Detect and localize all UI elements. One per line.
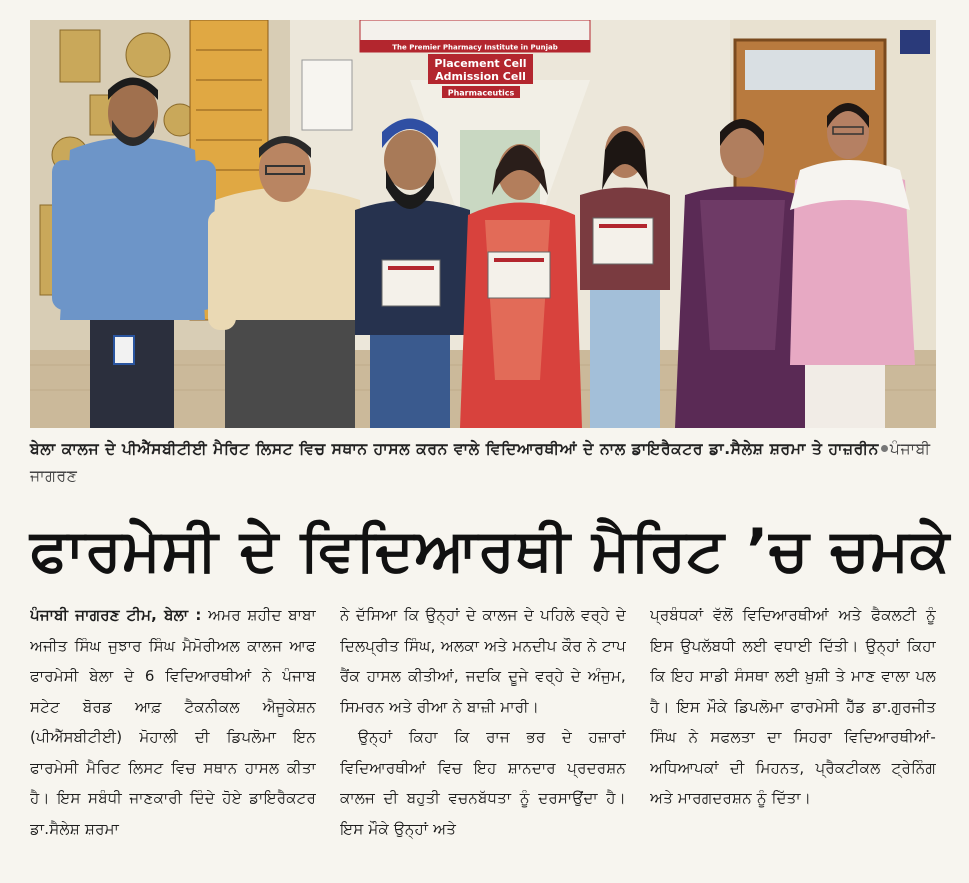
pharmaceutics-sign: Pharmaceutics	[447, 88, 515, 98]
column-2-paragraph-1: ਨੇ ਦੱਸਿਆ ਕਿ ਉਨ੍ਹਾਂ ਦੇ ਕਾਲਜ ਦੇ ਪਹਿਲੇ ਵਰ੍ਹੇ ਦੇ ਦਿਲਪ੍ਰੀਤ ਸਿੰਘ, ਅਲਕਾ ਅਤੇ ਮਨਦੀਪ ਕੌਰ ਨੇ ਟਾਪ ਰੈਂਕ ਹਾਸਲ ਕੀਤੀਆਂ, ਜਦਕਿ ਦੂਜੇ ਵਰ੍ਹੇ ਦੇ ਅੰਜੁਮ, ਸਿਮਰਨ ਅਤੇ ਰੀਆ ਨੇ ਬਾਜ਼ੀ ਮਾਰੀ।	[340, 606, 626, 716]
dateline: ਪੰਜਾਬੀ ਜਾਗਰਣ ਟੀਮ, ਬੇਲਾ :	[30, 606, 202, 624]
banner-top-text: The Premier Pharmacy Institute in Punjab	[392, 43, 558, 52]
column-3-text: ਪ੍ਰਬੰਧਕਾਂ ਵੱਲੋਂ ਵਿਦਿਆਰਥੀਆਂ ਅਤੇ ਫੈਕਲਟੀ ਨੂੰ ਇਸ ਉਪਲੱਬਧੀ ਲਈ ਵਧਾਈ ਦਿੱਤੀ। ਉਨ੍ਹਾਂ ਕਿਹਾ ਕਿ ਇਹ ਸਾਡੀ ਸੰਸਥਾ ਲਈ ਖ਼ੁਸ਼ੀ ਤੇ ਮਾਣ ਵਾਲਾ ਪਲ ਹੈ। ਇਸ ਮੌਕੇ ਡਿਪਲੋਮਾ ਫਾਰਮੇਸੀ ਹੈੱਡ ਡਾ.ਗੁਰਜੀਤ ਸਿੰਘ ਨੇ ਸਫਲਤਾ ਦਾ ਸਿਹਰਾ ਵਿਦਿਆਰਥੀਆਂ-ਅਧਿਆਪਕਾਂ ਦੀ ਮਿਹਨਤ, ਪ੍ਰੈਕਟੀਕਲ ਟ੍ਰੇਨਿੰਗ ਅਤੇ ਮਾਰਗਦਰਸ਼ਨ ਨੂੰ ਦਿੱਤਾ।	[650, 606, 936, 807]
photo-caption	[30, 436, 936, 490]
article-body	[30, 600, 936, 875]
article-column-2	[340, 600, 626, 875]
column-1-text: ਅਮਰ ਸ਼ਹੀਦ ਬਾਬਾ ਅਜੀਤ ਸਿੰਘ ਜੁਝਾਰ ਸਿੰਘ ਮੈਮੋਰੀਅਲ ਕਾਲਜ ਆਫ ਫਾਰਮੇਸੀ ਬੇਲਾ ਦੇ 6 ਵਿਦਿਆਰਥੀਆਂ ਨੇ ਪੰਜਾਬ ਸਟੇਟ ਬੋਰਡ ਆਫ਼ ਟੈਕਨੀਕਲ ਐਜੂਕੇਸ਼ਨ (ਪੀਐੱਸਬੀਟੀਈ) ਮੋਹਾਲੀ ਦੀ ਡਿਪਲੋਮਾ ਇਨ ਫਾਰਮੇਸੀ ਮੈਰਿਟ ਲਿਸਟ ਵਿਚ ਸਥਾਨ ਹਾਸਲ ਕੀਤਾ ਹੈ। ਇਸ ਸਬੰਧੀ ਜਾਣਕਾਰੀ ਦਿੰਦੇ ਹੋਏ ਡਾਇਰੈਕਟਰ ਡਾ.ਸੈਲੇਸ਼ ਸ਼ਰਮਾ	[30, 606, 316, 838]
caption-separator-dot	[881, 445, 888, 452]
caption-credit: ਪੰਜਾਬੀ ਜਾਗਰਣ	[30, 440, 931, 485]
news-photo	[30, 20, 936, 428]
caption-text: ਬੇਲਾ ਕਾਲਜ ਦੇ ਪੀਐੱਸਬੀਟੀਈ ਮੈਰਿਟ ਲਿਸਟ ਵਿਚ ਸਥਾਨ ਹਾਸਲ ਕਰਨ ਵਾਲੇ ਵਿਦਿਆਰਥੀਆਂ ਦੇ ਨਾਲ ਡਾਇਰੈਕਟਰ ਡਾ.ਸੈਲੇਸ਼ ਸ਼ਰਮਾ ਤੇ ਹਾਜ਼ਰੀਨ	[30, 440, 879, 458]
headline: ਫਾਰਮੇਸੀ ਦੇ ਵਿਦਿਆਰਥੀ ਮੈਰਿਟ ’ਚ ਚਮਕੇ	[30, 516, 951, 584]
placement-cell-sign: Placement Cell	[434, 57, 527, 70]
article-column-1	[30, 600, 316, 875]
admission-cell-sign: Admission Cell	[435, 70, 526, 83]
column-2-paragraph-2: ਉਨ੍ਹਾਂ ਕਿਹਾ ਕਿ ਰਾਜ ਭਰ ਦੇ ਹਜ਼ਾਰਾਂ ਵਿਦਿਆਰਥੀਆਂ ਵਿਚ ਇਹ ਸ਼ਾਨਦਾਰ ਪ੍ਰਦਰਸ਼ਨ ਕਾਲਜ ਦੀ ਬਹੁਤੀ ਵਚਨਬੱਧਤਾ ਨੂੰ ਦਰਸਾਉਂਦਾ ਹੈ। ਇਸ ਮੌਕੇ ਉਨ੍ਹਾਂ ਅਤੇ	[340, 728, 626, 838]
article-column-3	[650, 600, 936, 875]
